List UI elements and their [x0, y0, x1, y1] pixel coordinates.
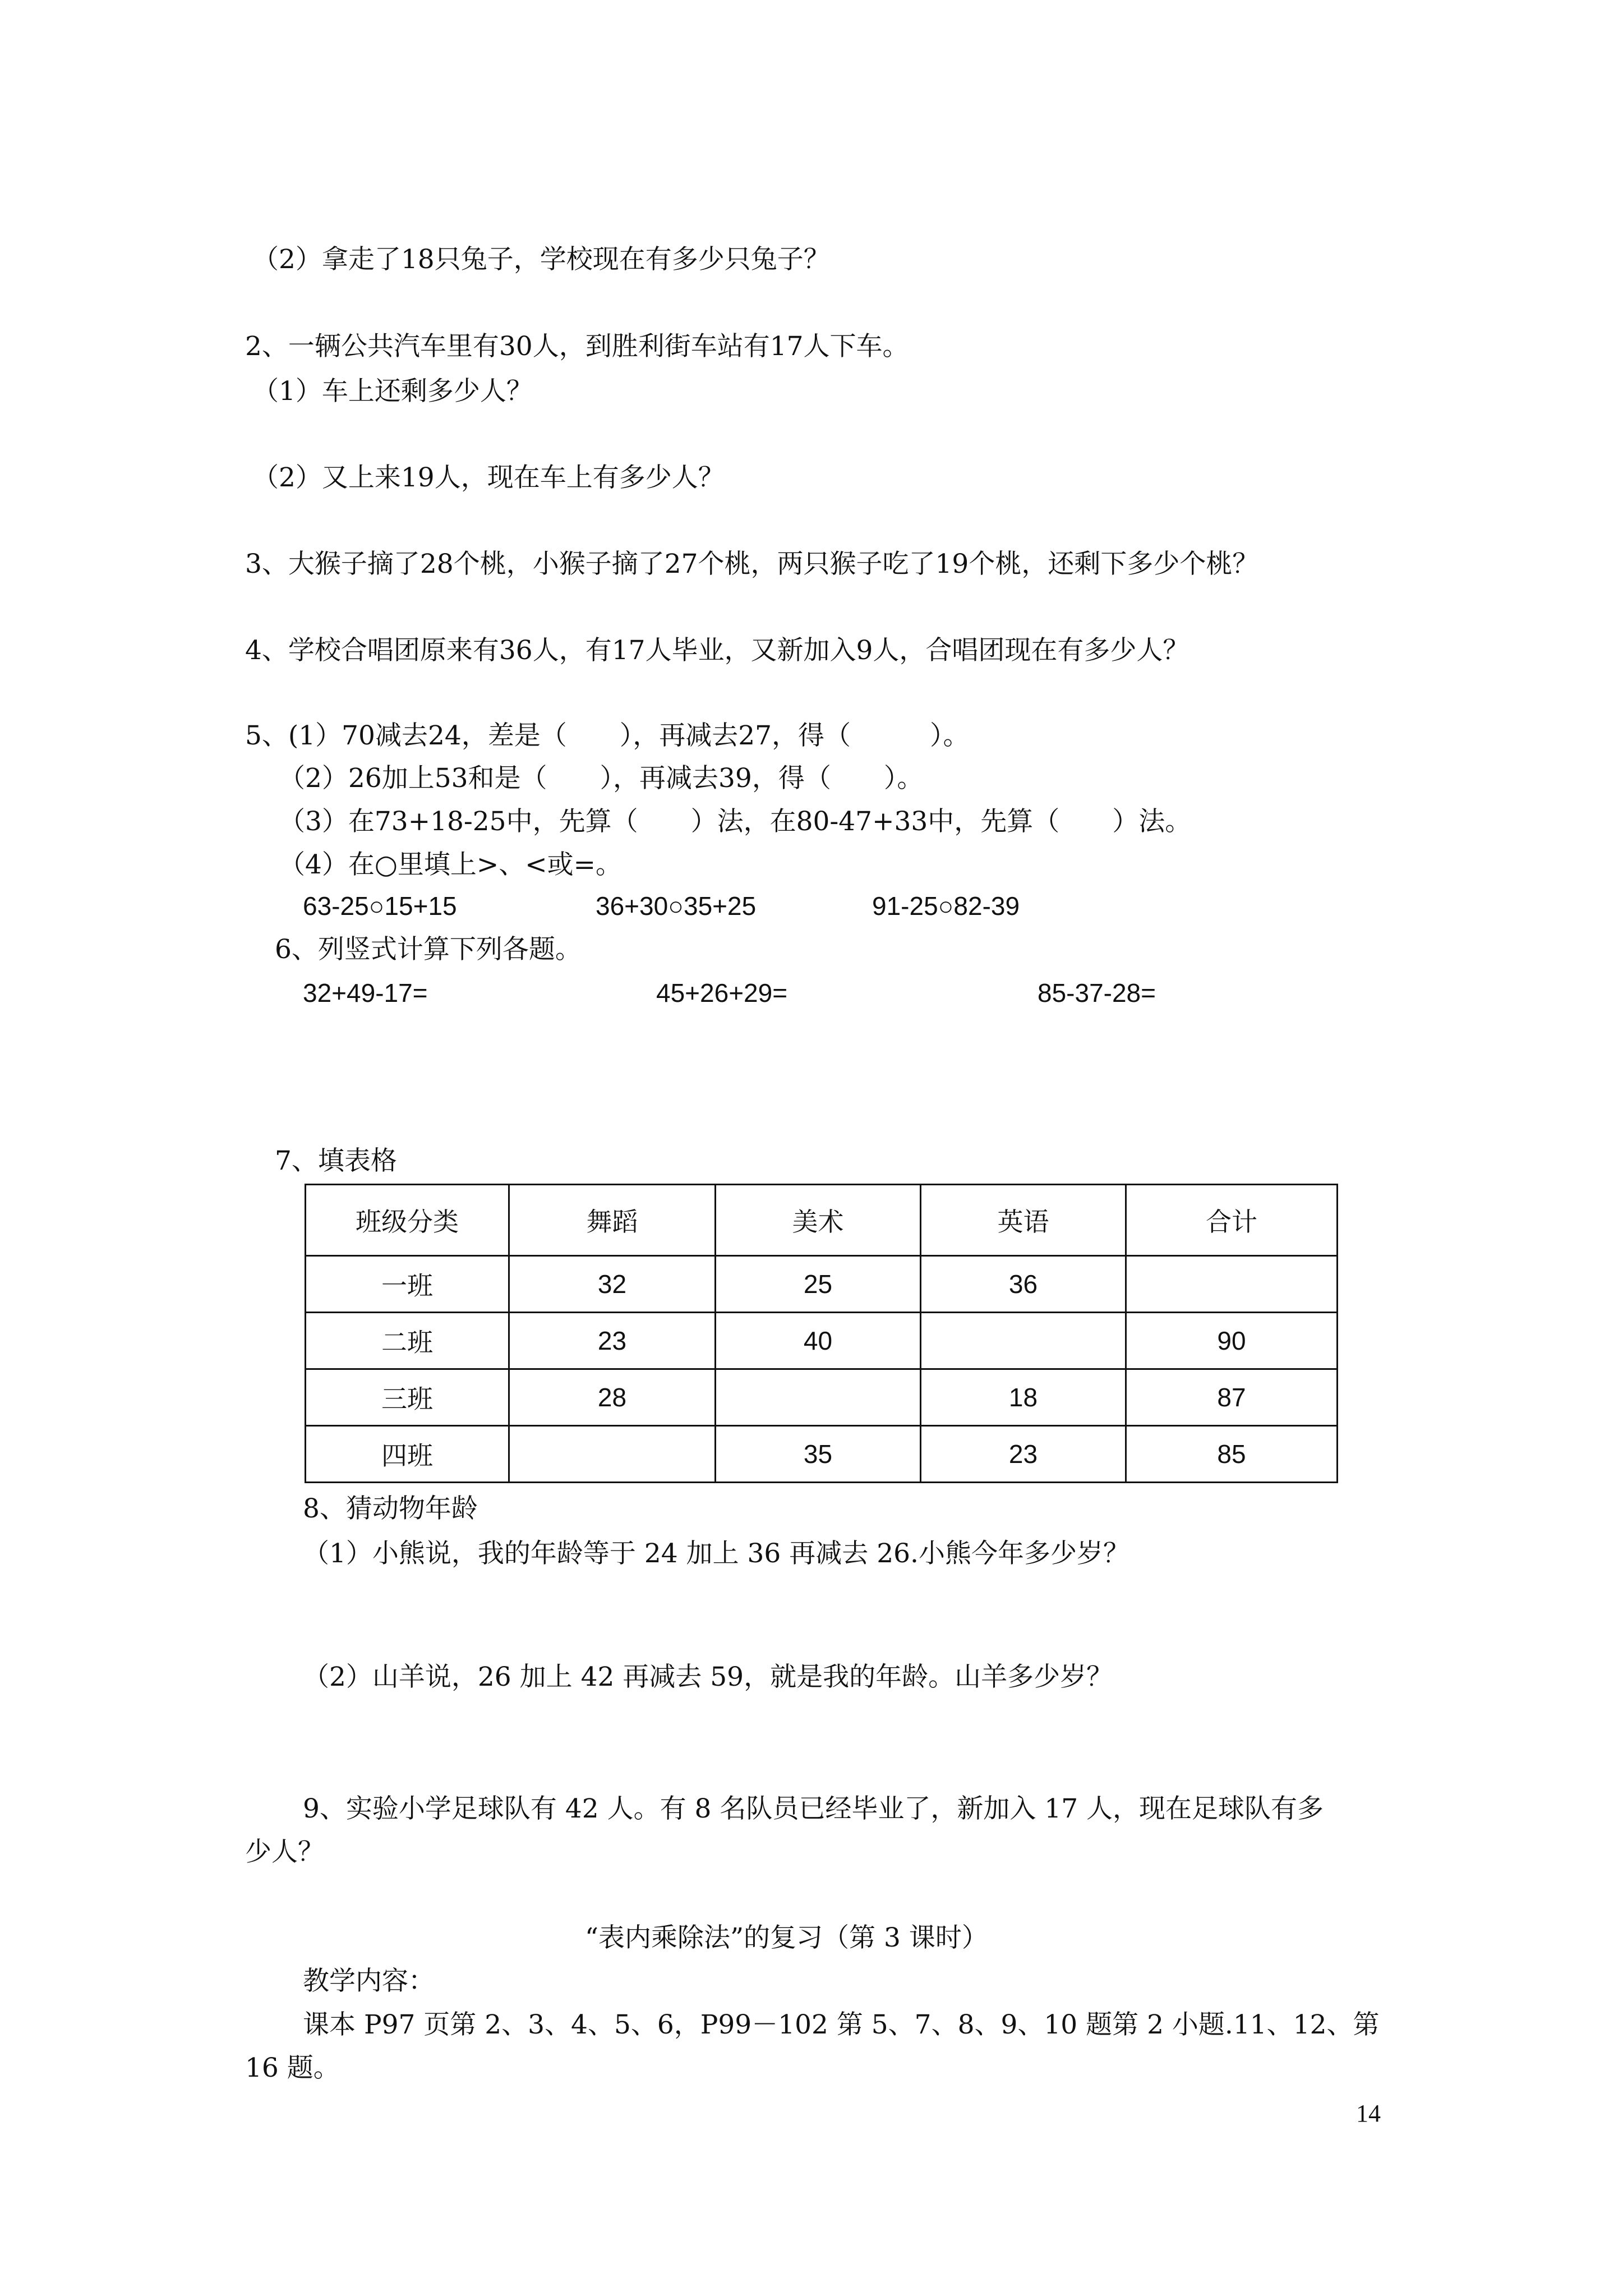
- q6-expr-3: 85-37-28=: [1038, 978, 1156, 1007]
- q3-stem: 3、大猴子摘了28个桃，小猴子摘了27个桃，两只猴子吃了19个桃，还剩下多少个桃？: [245, 549, 1259, 579]
- table-cell: 90: [1126, 1313, 1338, 1369]
- table-header-cell: 合计: [1126, 1185, 1338, 1256]
- lesson-title: “表内乘除法”的复习（第 3 课时）: [585, 1922, 988, 1953]
- q2-sub1: （1）车上还剩多少人？: [252, 376, 533, 407]
- q4-stem: 4、学校合唱团原来有36人，有17人毕业，又新加入9人，合唱团现在有多少人？: [245, 635, 1189, 666]
- q9-line1: 9、实验小学足球队有 42 人。有 8 名队员已经毕业了，新加入 17 人，现在足球队有多: [303, 1793, 1324, 1824]
- table-cell-blank[interactable]: [509, 1426, 716, 1483]
- q5-sub3: （3）在73+18-25中，先算（ ）法，在80-47+33中，先算（ ）法。: [279, 806, 1192, 837]
- table-cell: 25: [716, 1256, 921, 1313]
- q8-sub1: （1）小熊说，我的年龄等于 24 加上 36 再减去 26.小熊今年多少岁？: [303, 1538, 1129, 1569]
- q6-expr-1: 32+49-17=: [303, 978, 428, 1007]
- table-cell: 32: [509, 1256, 716, 1313]
- table-cell: 三班: [306, 1369, 509, 1426]
- lesson-content-label: 教学内容：: [303, 1966, 435, 1996]
- table-cell: 23: [509, 1313, 716, 1369]
- table-cell: 28: [509, 1369, 716, 1426]
- q5-sub2: （2）26加上53和是（ ），再减去39，得（ ）。: [279, 763, 924, 794]
- table-row: [306, 1313, 1338, 1369]
- fill-in-table: [305, 1184, 1338, 1483]
- table-cell: 85: [1126, 1426, 1338, 1483]
- table-cell: 18: [921, 1369, 1126, 1426]
- table-cell: 36: [921, 1256, 1126, 1313]
- q5-compare-1: 63-25○15+15: [303, 891, 457, 921]
- q1-sub2: （2）拿走了18只兔子，学校现在有多少只兔子？: [252, 244, 830, 275]
- q5-sub4: （4）在○里填上>、<或=。: [279, 849, 623, 880]
- table-header-cell: 班级分类: [306, 1185, 509, 1256]
- table-cell: 23: [921, 1426, 1126, 1483]
- q2-stem: 2、一辆公共汽车里有30人，到胜利街车站有17人下车。: [245, 331, 909, 362]
- table-cell: 四班: [306, 1426, 509, 1483]
- table-row: [306, 1426, 1338, 1483]
- table-cell: 一班: [306, 1256, 509, 1313]
- table-header-cell: 美术: [716, 1185, 921, 1256]
- table-cell: 87: [1126, 1369, 1338, 1426]
- table-row: [306, 1256, 1338, 1313]
- q6-expr-2: 45+26+29=: [656, 978, 788, 1007]
- table-header-cell: 舞蹈: [509, 1185, 716, 1256]
- q5-compare-3: 91-25○82-39: [872, 891, 1020, 921]
- table-header-row: [306, 1185, 1338, 1256]
- q8-stem: 8、猜动物年龄: [303, 1493, 478, 1524]
- table-cell: 二班: [306, 1313, 509, 1369]
- table-cell-blank[interactable]: [921, 1313, 1126, 1369]
- table-row: [306, 1369, 1338, 1426]
- lesson-content-line2: 16 题。: [245, 2053, 340, 2083]
- q6-stem: 6、列竖式计算下列各题。: [275, 934, 582, 965]
- q8-sub2: （2）山羊说，26 加上 42 再减去 59，就是我的年龄。山羊多少岁？: [303, 1662, 1113, 1692]
- table-cell-blank[interactable]: [1126, 1256, 1338, 1313]
- q5-sub1: 5、(1）70减去24，差是（ ），再减去27，得（ ）。: [245, 720, 970, 751]
- q5-compare-2: 36+30○35+25: [596, 891, 757, 921]
- table-cell-blank[interactable]: [716, 1369, 921, 1426]
- table-cell: 40: [716, 1313, 921, 1369]
- page-number: 14: [1356, 2100, 1381, 2127]
- table-cell: 35: [716, 1426, 921, 1483]
- q7-stem: 7、填表格: [275, 1145, 397, 1176]
- table-header-cell: 英语: [921, 1185, 1126, 1256]
- q2-sub2: （2）又上来19人，现在车上有多少人？: [252, 462, 725, 493]
- q9-line2: 少人？: [245, 1837, 324, 1867]
- lesson-content-line1: 课本 P97 页第 2、3、4、5、6，P99－102 第 5、7、8、9、10 题第 2 小题.11、12、第: [303, 2009, 1380, 2040]
